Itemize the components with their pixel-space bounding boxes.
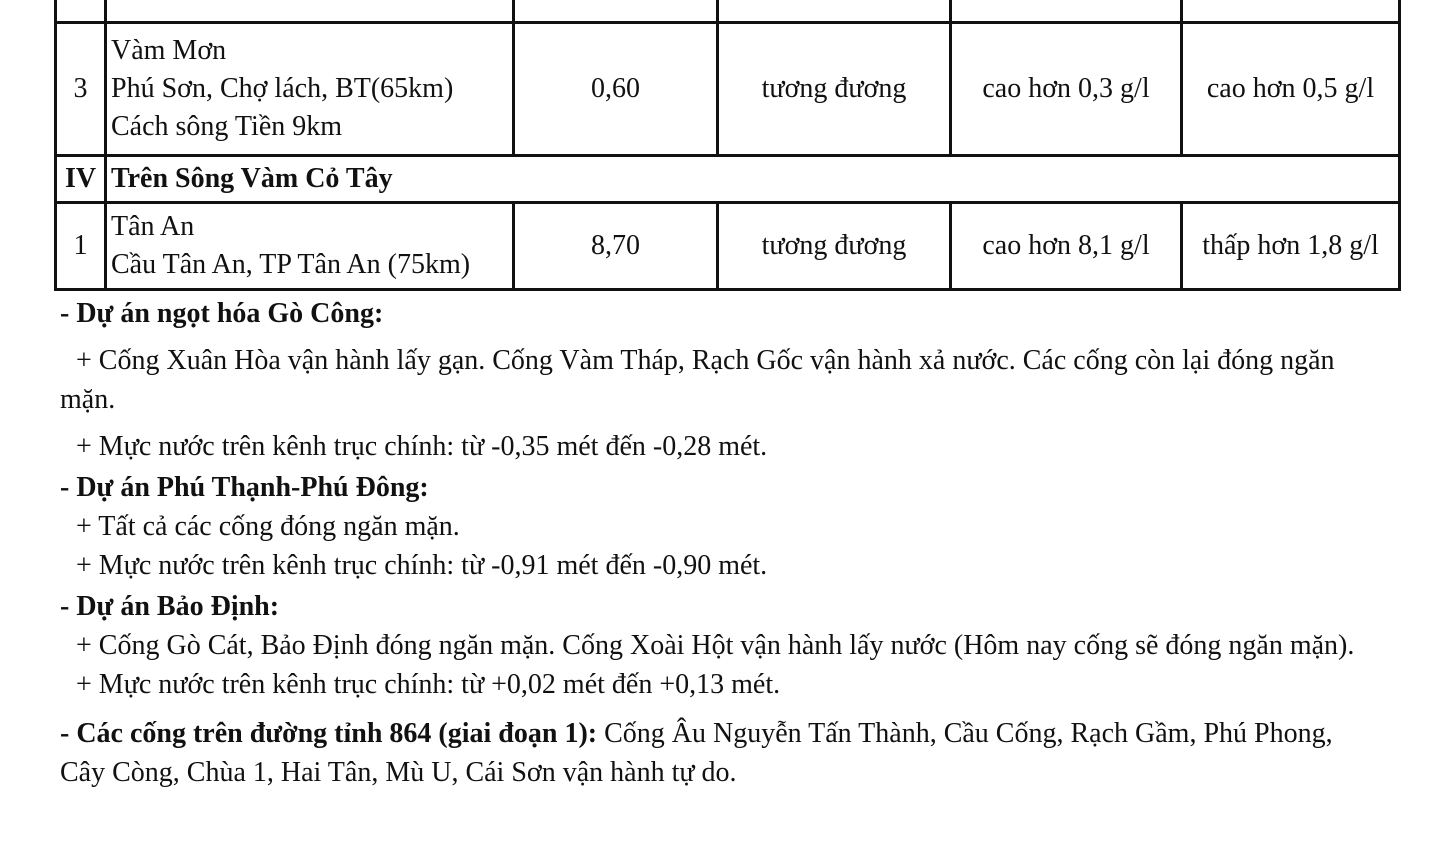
section-heading-bao-dinh: - Dự án Bảo Định: xyxy=(60,591,280,622)
section-title: Trên Sông Vàm Cỏ Tây xyxy=(106,156,1400,203)
list-item: + Mực nước trên kênh trục chính: từ -0,35 mét đến -0,28 mét. xyxy=(76,431,768,462)
list-item: + Cống Xuân Hòa vận hành lấy gạn. Cống Vàm Tháp, Rạch Gốc vận hành xả nước. Các cống còn lại đóng ngăn mặn. xyxy=(60,345,1335,415)
location-name: Vàm Mơn xyxy=(111,35,227,66)
location-detail: Phú Sơn, Chợ lách, BT(65km) xyxy=(111,73,454,104)
list-item: + Mực nước trên kênh trục chính: từ -0,91 mét đến -0,90 mét. xyxy=(76,550,768,581)
salinity-value: 8,70 xyxy=(514,203,718,290)
location-cell xyxy=(106,203,514,290)
compare-cell-2: cao hơn 8,1 g/l xyxy=(951,203,1182,290)
road-864-paragraph xyxy=(60,714,1380,792)
row-number: 1 xyxy=(56,203,106,290)
location-cell xyxy=(106,23,514,156)
compare-cell-3: thấp hơn 1,8 g/l xyxy=(1182,203,1400,290)
compare-cell-3: cao hơn 0,5 g/l xyxy=(1182,23,1400,156)
section-heading-go-cong: - Dự án ngọt hóa Gò Công: xyxy=(60,298,384,329)
location-name: Tân An xyxy=(111,211,195,242)
table-row xyxy=(56,23,1400,156)
section-number: IV xyxy=(56,156,106,203)
table-row xyxy=(56,203,1400,290)
table-row-clipped xyxy=(56,0,1400,23)
compare-cell-1: tương đương xyxy=(718,23,951,156)
road-864-lead: - Các cống trên đường tỉnh 864 (giai đoạn 1): xyxy=(60,718,598,749)
compare-cell-2: cao hơn 0,3 g/l xyxy=(951,23,1182,156)
compare-cell-1: tương đương xyxy=(718,203,951,290)
location-distance: Cách sông Tiền 9km xyxy=(111,111,343,142)
row-number: 3 xyxy=(56,23,106,156)
list-item: + Mực nước trên kênh trục chính: từ +0,02 mét đến +0,13 mét. xyxy=(76,669,781,700)
list-item: + Tất cả các cống đóng ngăn mặn. xyxy=(76,511,460,542)
report-body xyxy=(60,294,1380,792)
salinity-value: 0,60 xyxy=(514,23,718,156)
table-section-row xyxy=(56,156,1400,203)
road-864-text: Cống Âu Nguyễn Tấn Thành, Cầu Cống, Rạch Gầm, Phú Phong, Cây Còng, Chùa 1, Hai Tân, Mù U, Cái Sơn vận hành tự do. xyxy=(60,718,1333,788)
list-item: + Cống Gò Cát, Bảo Định đóng ngăn mặn. Cống Xoài Hột vận hành lấy nước (Hôm nay cống sẽ đóng ngăn mặn). xyxy=(76,630,1355,661)
salinity-table xyxy=(54,0,1401,291)
section-heading-phu-thanh: - Dự án Phú Thạnh-Phú Đông: xyxy=(60,472,429,503)
location-detail: Cầu Tân An, TP Tân An (75km) xyxy=(111,249,471,280)
